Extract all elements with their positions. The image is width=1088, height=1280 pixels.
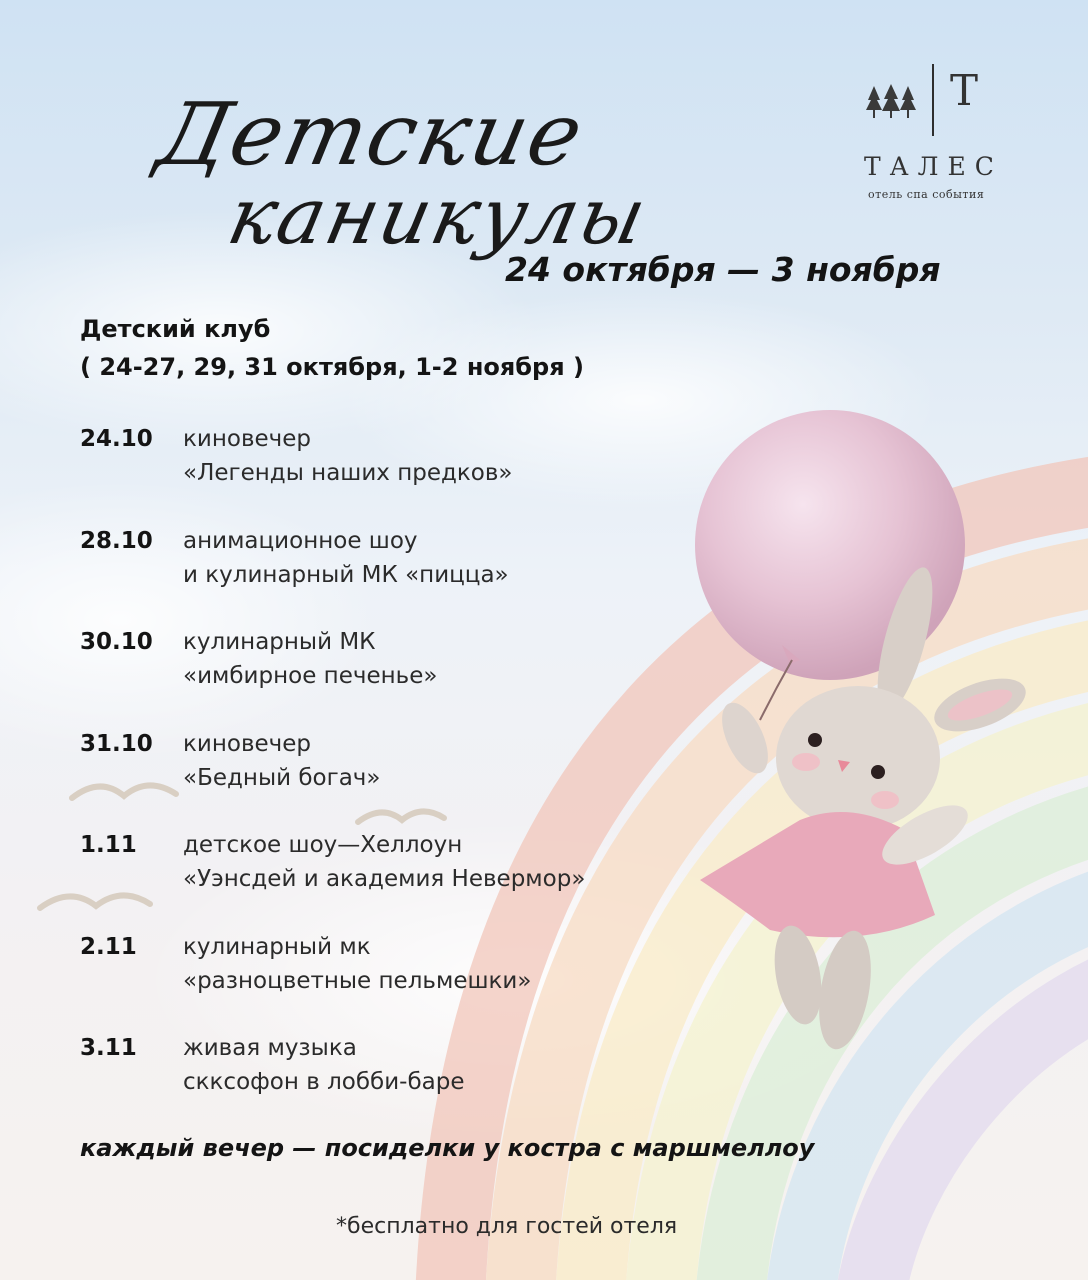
- event-description: [183, 828, 585, 896]
- schedule-item: [80, 828, 700, 930]
- evening-activity: каждый вечер — посиделки у костра с маршмеллоу: [80, 1134, 815, 1162]
- event-line-1: кулинарный МК: [183, 629, 376, 655]
- event-description: [183, 727, 380, 795]
- event-description: [183, 1031, 465, 1099]
- event-date: 24.10: [80, 426, 153, 452]
- event-line-2: и кулинарный МК «пицца»: [183, 561, 509, 588]
- schedule-item: [80, 422, 700, 524]
- logo-name: ТАЛЕС: [864, 152, 1003, 181]
- event-line-2: «Уэнсдей и академия Невермор»: [183, 866, 586, 892]
- kids-club-header: [80, 310, 584, 386]
- logo-divider: [932, 64, 934, 136]
- event-date: 28.10: [80, 527, 153, 554]
- event-line-1: киновечер: [183, 730, 311, 757]
- logo-letter: Т: [950, 66, 979, 115]
- event-date: 30.10: [80, 629, 153, 655]
- schedule-item: [80, 625, 700, 727]
- event-description: [183, 524, 509, 592]
- schedule-item: [80, 1031, 700, 1133]
- logo-tagline: отель спа события: [868, 188, 985, 201]
- event-date: 1.11: [80, 832, 137, 858]
- event-line-2: «Бедный богач»: [183, 764, 381, 791]
- schedule-list: [80, 422, 700, 1133]
- schedule-item: [80, 930, 700, 1032]
- event-line-2: «Легенды наших предков»: [183, 460, 513, 486]
- event-description: [183, 625, 437, 693]
- title-line-1: Детские: [149, 85, 593, 185]
- title-line-2: каникулы: [220, 172, 656, 262]
- event-date: 2.11: [80, 933, 137, 960]
- event-date: 3.11: [80, 1035, 137, 1061]
- event-description: [183, 930, 531, 998]
- event-line-2: «имбирное печенье»: [183, 663, 438, 689]
- event-line-1: киновечер: [183, 426, 311, 452]
- event-line-2: скксофон в лобби-баре: [183, 1069, 465, 1095]
- event-line-1: живая музыка: [183, 1035, 357, 1061]
- club-title: Детский клуб: [80, 315, 271, 343]
- event-dates: 24 октября — 3 ноября: [505, 250, 941, 289]
- pine-trees-icon: [866, 84, 916, 124]
- event-line-1: анимационное шоу: [183, 527, 418, 554]
- event-line-1: детское шоу—Хеллоун: [183, 832, 463, 858]
- event-line-1: кулинарный мк: [183, 933, 371, 960]
- schedule-item: [80, 524, 700, 626]
- hotel-logo: [862, 64, 1002, 204]
- event-line-2: «разноцветные пельмешки»: [183, 967, 532, 994]
- free-note: *бесплатно для гостей отеля: [336, 1214, 678, 1239]
- event-description: [183, 422, 513, 490]
- club-dates: ( 24-27, 29, 31 октября, 1-2 ноября ): [80, 353, 584, 381]
- event-date: 31.10: [80, 730, 153, 757]
- schedule-item: [80, 727, 700, 829]
